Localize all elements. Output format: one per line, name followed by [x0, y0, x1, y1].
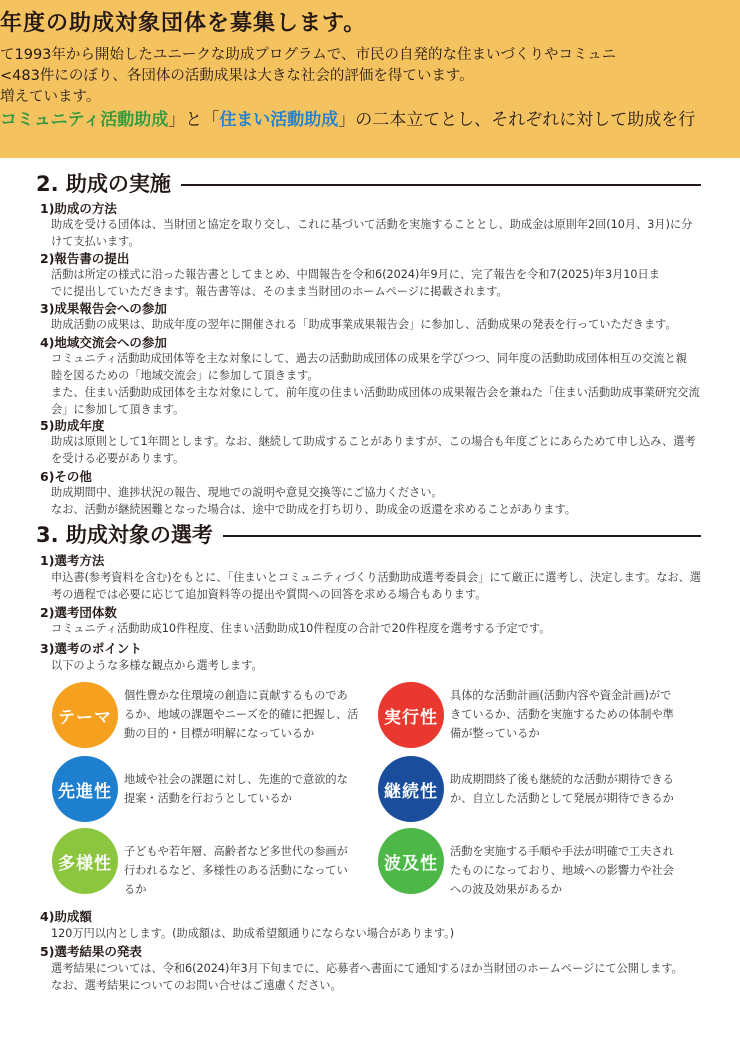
- section-divider: [181, 184, 701, 186]
- text-line: また、住まい活動助成団体を主な対象にして、前年度の住まい活動助成団体の成果報告会を兼ねた「住まい活動助成事業研究交流: [51, 386, 700, 399]
- point-circle-continuity: [378, 756, 444, 822]
- text-line: るか: [124, 883, 147, 896]
- banner-title: 年度の助成対象団体を募集します。: [0, 11, 367, 36]
- text-line: か、自立した活動として発展が期待できるか: [450, 792, 674, 805]
- subheading: 1)選考方法: [40, 553, 105, 568]
- point-circle-theme: [52, 682, 118, 748]
- text-line: 申込書(参考資料を含む)をもとに、「住まいとコミュニティづくり活動助成選考委員会」にて厳正に選考し、決定します。なお、選: [51, 571, 701, 584]
- subheading: 3)成果報告会への参加: [40, 301, 167, 316]
- subheading: 2)選考団体数: [40, 605, 117, 620]
- paragraph: [51, 484, 711, 518]
- section-2-title: 2. 助成の実施: [36, 172, 171, 196]
- text-line: 行われるなど、多様性のある活動になってい: [124, 864, 348, 877]
- banner-tail: 」の二本立てとし、それぞれに対して助成を行: [338, 110, 696, 130]
- text-line: 備が整っているか: [450, 727, 540, 740]
- point-circle-feasibility: [378, 682, 444, 748]
- section-2-header: [36, 169, 701, 197]
- text-line: 助成は原則として1年間とします。なお、継続して助成することがありますが、この場合も年度ごとにあらためて申し込み、選考: [51, 435, 696, 448]
- text-line: 個性豊かな住環境の創造に貢献するものであ: [124, 689, 348, 702]
- point-description: [450, 686, 688, 743]
- subheading: 4)地域交流会への参加: [40, 335, 167, 350]
- point-label: 継続性: [384, 781, 438, 802]
- subheading: 2)報告書の提出: [40, 251, 130, 266]
- text-line: 地域や社会の課題に対し、先進的で意欲的な: [124, 773, 348, 786]
- point-circle-diversity: [52, 828, 118, 894]
- point-label: 波及性: [384, 853, 438, 874]
- subheading: 1)助成の方法: [40, 201, 117, 216]
- text-line: 子どもや若年層、高齢者など多世代の参画が: [124, 845, 348, 858]
- paragraph: [51, 960, 711, 994]
- point-label: 多様性: [58, 853, 112, 874]
- point-description: [124, 686, 370, 743]
- text-line: 助成期間終了後も継続的な活動が期待できる: [450, 773, 674, 786]
- paragraph: [51, 433, 711, 467]
- text-line: 助成を受ける団体は、当財団と協定を取り交し、これに基づいて活動を実施することとし、助成金は原則年2回(10月、3月)に分: [51, 218, 693, 231]
- subheading: 5)助成年度: [40, 418, 105, 433]
- text-line: 考の過程では必要に応じて追加資料等の提出や質問への回答を求める場合もあります。: [51, 588, 487, 601]
- community-program-name: コミュニティ活動助成: [0, 110, 169, 130]
- paragraph: [51, 569, 711, 603]
- text-line: を受ける必要があります。: [51, 452, 185, 465]
- text-line: なお、活動が継続困難となった場合は、途中で助成を打ち切り、助成金の返還を求めることがあります。: [51, 503, 576, 516]
- banner-connector: 」と「: [168, 110, 220, 130]
- text-line: 提案・活動を行おうとしているか: [124, 792, 292, 805]
- text-line: でに提出していただきます。報告書等は、そのまま当財団のホームページに掲載されます。: [51, 285, 508, 298]
- section-3-header: [36, 520, 701, 548]
- text-line: 120万円以内とします。(助成額は、助成希望額通りにならない場合があります。): [51, 927, 455, 940]
- text-line: 会」に参加して頂きます。: [51, 403, 185, 416]
- text-line: けて支払います。: [51, 235, 140, 248]
- point-label: 先進性: [58, 781, 112, 802]
- text-line: 睦を図るための「地域交流会」に参加して頂きます。: [51, 369, 319, 382]
- text-line: るか、地域の課題やニーズを的確に把握し、活: [124, 708, 359, 721]
- point-description: [450, 842, 688, 899]
- text-line: コミュニティ活動助成10件程度、住まい活動助成10件程度の合計で20件程度を選考する予定です。: [51, 622, 551, 635]
- intro-banner: [0, 0, 740, 158]
- subheading: 6)その他: [40, 469, 92, 484]
- text-line: 以下のような多様な観点から選考します。: [51, 659, 263, 672]
- text-line: への波及効果があるか: [450, 883, 562, 896]
- text-line: 選考結果については、令和6(2024)年3月下旬までに、応募者へ書面にて通知するほか当財団のホームページにて公開します。: [51, 962, 683, 975]
- text-line: 活動は所定の様式に沿った報告書としてまとめ、中間報告を令和6(2024)年9月に、完了報告を令和7(2025)年3月10日ま: [51, 268, 660, 281]
- paragraph: [51, 316, 711, 333]
- text-line: 助成活動の成果は、助成年度の翌年に開催される「助成事業成果報告会」に参加し、活動成果の発表を行っていただきます。: [51, 318, 677, 331]
- housing-program-name: 住まい活動助成: [219, 110, 339, 130]
- banner-line-2: <483件にのぼり、各団体の活動成果は大きな社会的評価を得ています。: [0, 68, 474, 84]
- point-circle-innovation: [52, 756, 118, 822]
- text-line: きているか、活動を実施するための体制や準: [450, 708, 674, 721]
- banner-programs-line: [0, 105, 695, 130]
- paragraph: [51, 216, 711, 250]
- banner-line-1: て1993年から開始したユニークな助成プログラムで、市民の自発的な住まいづくりやコミュニ: [0, 47, 617, 63]
- text-line: たものになっており、地域への影響力や社会: [450, 864, 674, 877]
- paragraph: [51, 266, 711, 300]
- text-line: 具体的な活動計画(活動内容や資金計画)がで: [450, 689, 672, 702]
- banner-line-3: 増えています。: [0, 89, 101, 105]
- subheading: 3)選考のポイント: [40, 641, 142, 656]
- section-3-title: 3. 助成対象の選考: [36, 523, 213, 547]
- point-circle-ripple: [378, 828, 444, 894]
- point-description: [450, 770, 688, 808]
- point-description: [124, 770, 370, 808]
- subheading: 5)選考結果の発表: [40, 944, 142, 959]
- text-line: コミュニティ活動助成団体等を主な対象にして、過去の活動助成団体の成果を学びつつ、同年度の活動助成団体相互の交流と親: [51, 352, 687, 365]
- subheading: 4)助成額: [40, 909, 92, 924]
- text-line: なお、選考結果についてのお問い合せはご遠慮ください。: [51, 979, 342, 992]
- paragraph: [51, 620, 711, 637]
- text-line: 動の目的・目標が明解になっているか: [124, 727, 315, 740]
- point-label: 実行性: [384, 707, 438, 728]
- point-label: テーマ: [58, 707, 112, 728]
- point-description: [124, 842, 370, 899]
- text-line: 活動を実施する手順や手法が明確で工夫され: [450, 845, 674, 858]
- paragraph: [51, 350, 711, 418]
- paragraph: [51, 925, 711, 942]
- paragraph: [51, 657, 711, 674]
- section-divider: [223, 535, 701, 537]
- text-line: 助成期間中、進捗状況の報告、現地での説明や意見交換等にご協力ください。: [51, 486, 443, 499]
